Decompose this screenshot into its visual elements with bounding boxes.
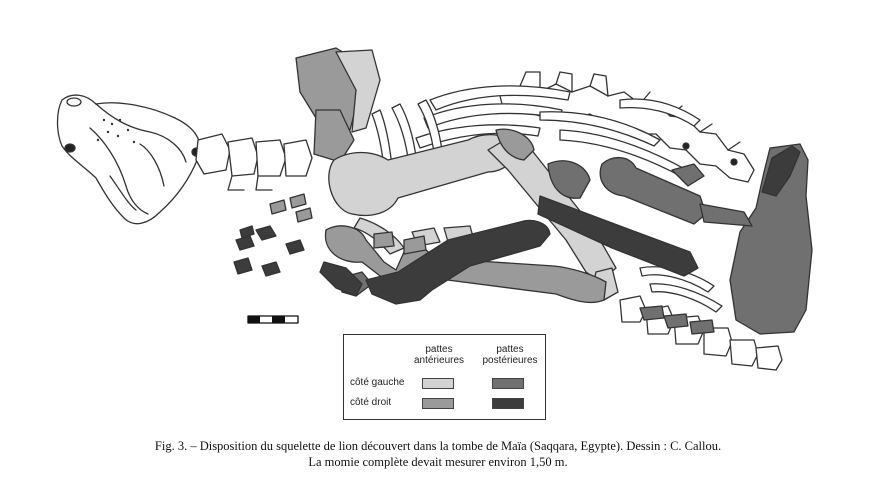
cervical-vertebrae	[196, 134, 312, 190]
legend-header-hind-line1: pattes	[496, 344, 524, 355]
swatch-hind-right	[492, 398, 524, 409]
scapula	[296, 48, 380, 162]
legend-header-front-line1: pattes	[425, 344, 453, 355]
legend-row-right-side: côté droit	[350, 397, 392, 408]
scale-bar	[248, 316, 298, 323]
legend-box	[343, 334, 546, 420]
legend-row-left-side: côté gauche	[350, 377, 405, 388]
caption-line-1: Fig. 3. – Disposition du squelette de lion découvert dans la tombe de Maïa (Saqqara, Egypte). Dessin : C. Callou.	[154, 439, 722, 453]
legend-header-hind-line2: postérieures	[482, 355, 538, 366]
swatch-front-left	[422, 378, 454, 389]
figure-caption	[0, 438, 876, 470]
caption-line-2: La momie complète devait mesurer environ 1,50 m.	[308, 455, 568, 469]
legend-header-front-line2: antérieures	[414, 355, 465, 366]
legend-header-front-limbs	[414, 344, 464, 366]
skull	[58, 95, 201, 224]
swatch-hind-left	[492, 378, 524, 389]
legend-header-hind-limbs	[480, 344, 540, 366]
swatch-front-right	[422, 398, 454, 409]
